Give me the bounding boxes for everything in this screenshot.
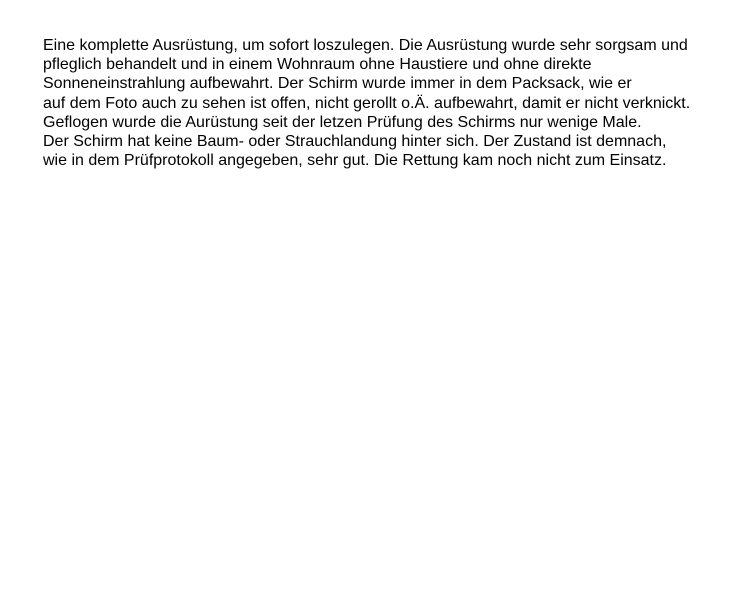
document-body	[43, 36, 750, 170]
text-line-4: auf dem Foto auch zu sehen ist offen, nicht gerollt o.Ä. aufbewahrt, damit er nicht verknickt.	[43, 94, 691, 112]
text-line-6: Der Schirm hat keine Baum- oder Strauchlandung hinter sich. Der Zustand ist demnach,	[43, 132, 667, 150]
text-line-7: wie in dem Prüfprotokoll angegeben, sehr gut. Die Rettung kam noch nicht zum Einsatz.	[43, 152, 667, 170]
text-line-1: Eine komplette Ausrüstung, um sofort loszulegen. Die Ausrüstung wurde sehr sorgsam und	[43, 37, 688, 54]
text-line-5: Geflogen wurde die Aurüstung seit der letzen Prüfung des Schirms nur wenige Male.	[43, 113, 642, 131]
text-line-3: Sonneneinstrahlung aufbewahrt. Der Schirm wurde immer in dem Packsack, wie er	[43, 75, 632, 93]
text-line-2: pfleglich behandelt und in einem Wohnraum ohne Haustiere und ohne direkte	[43, 56, 592, 74]
